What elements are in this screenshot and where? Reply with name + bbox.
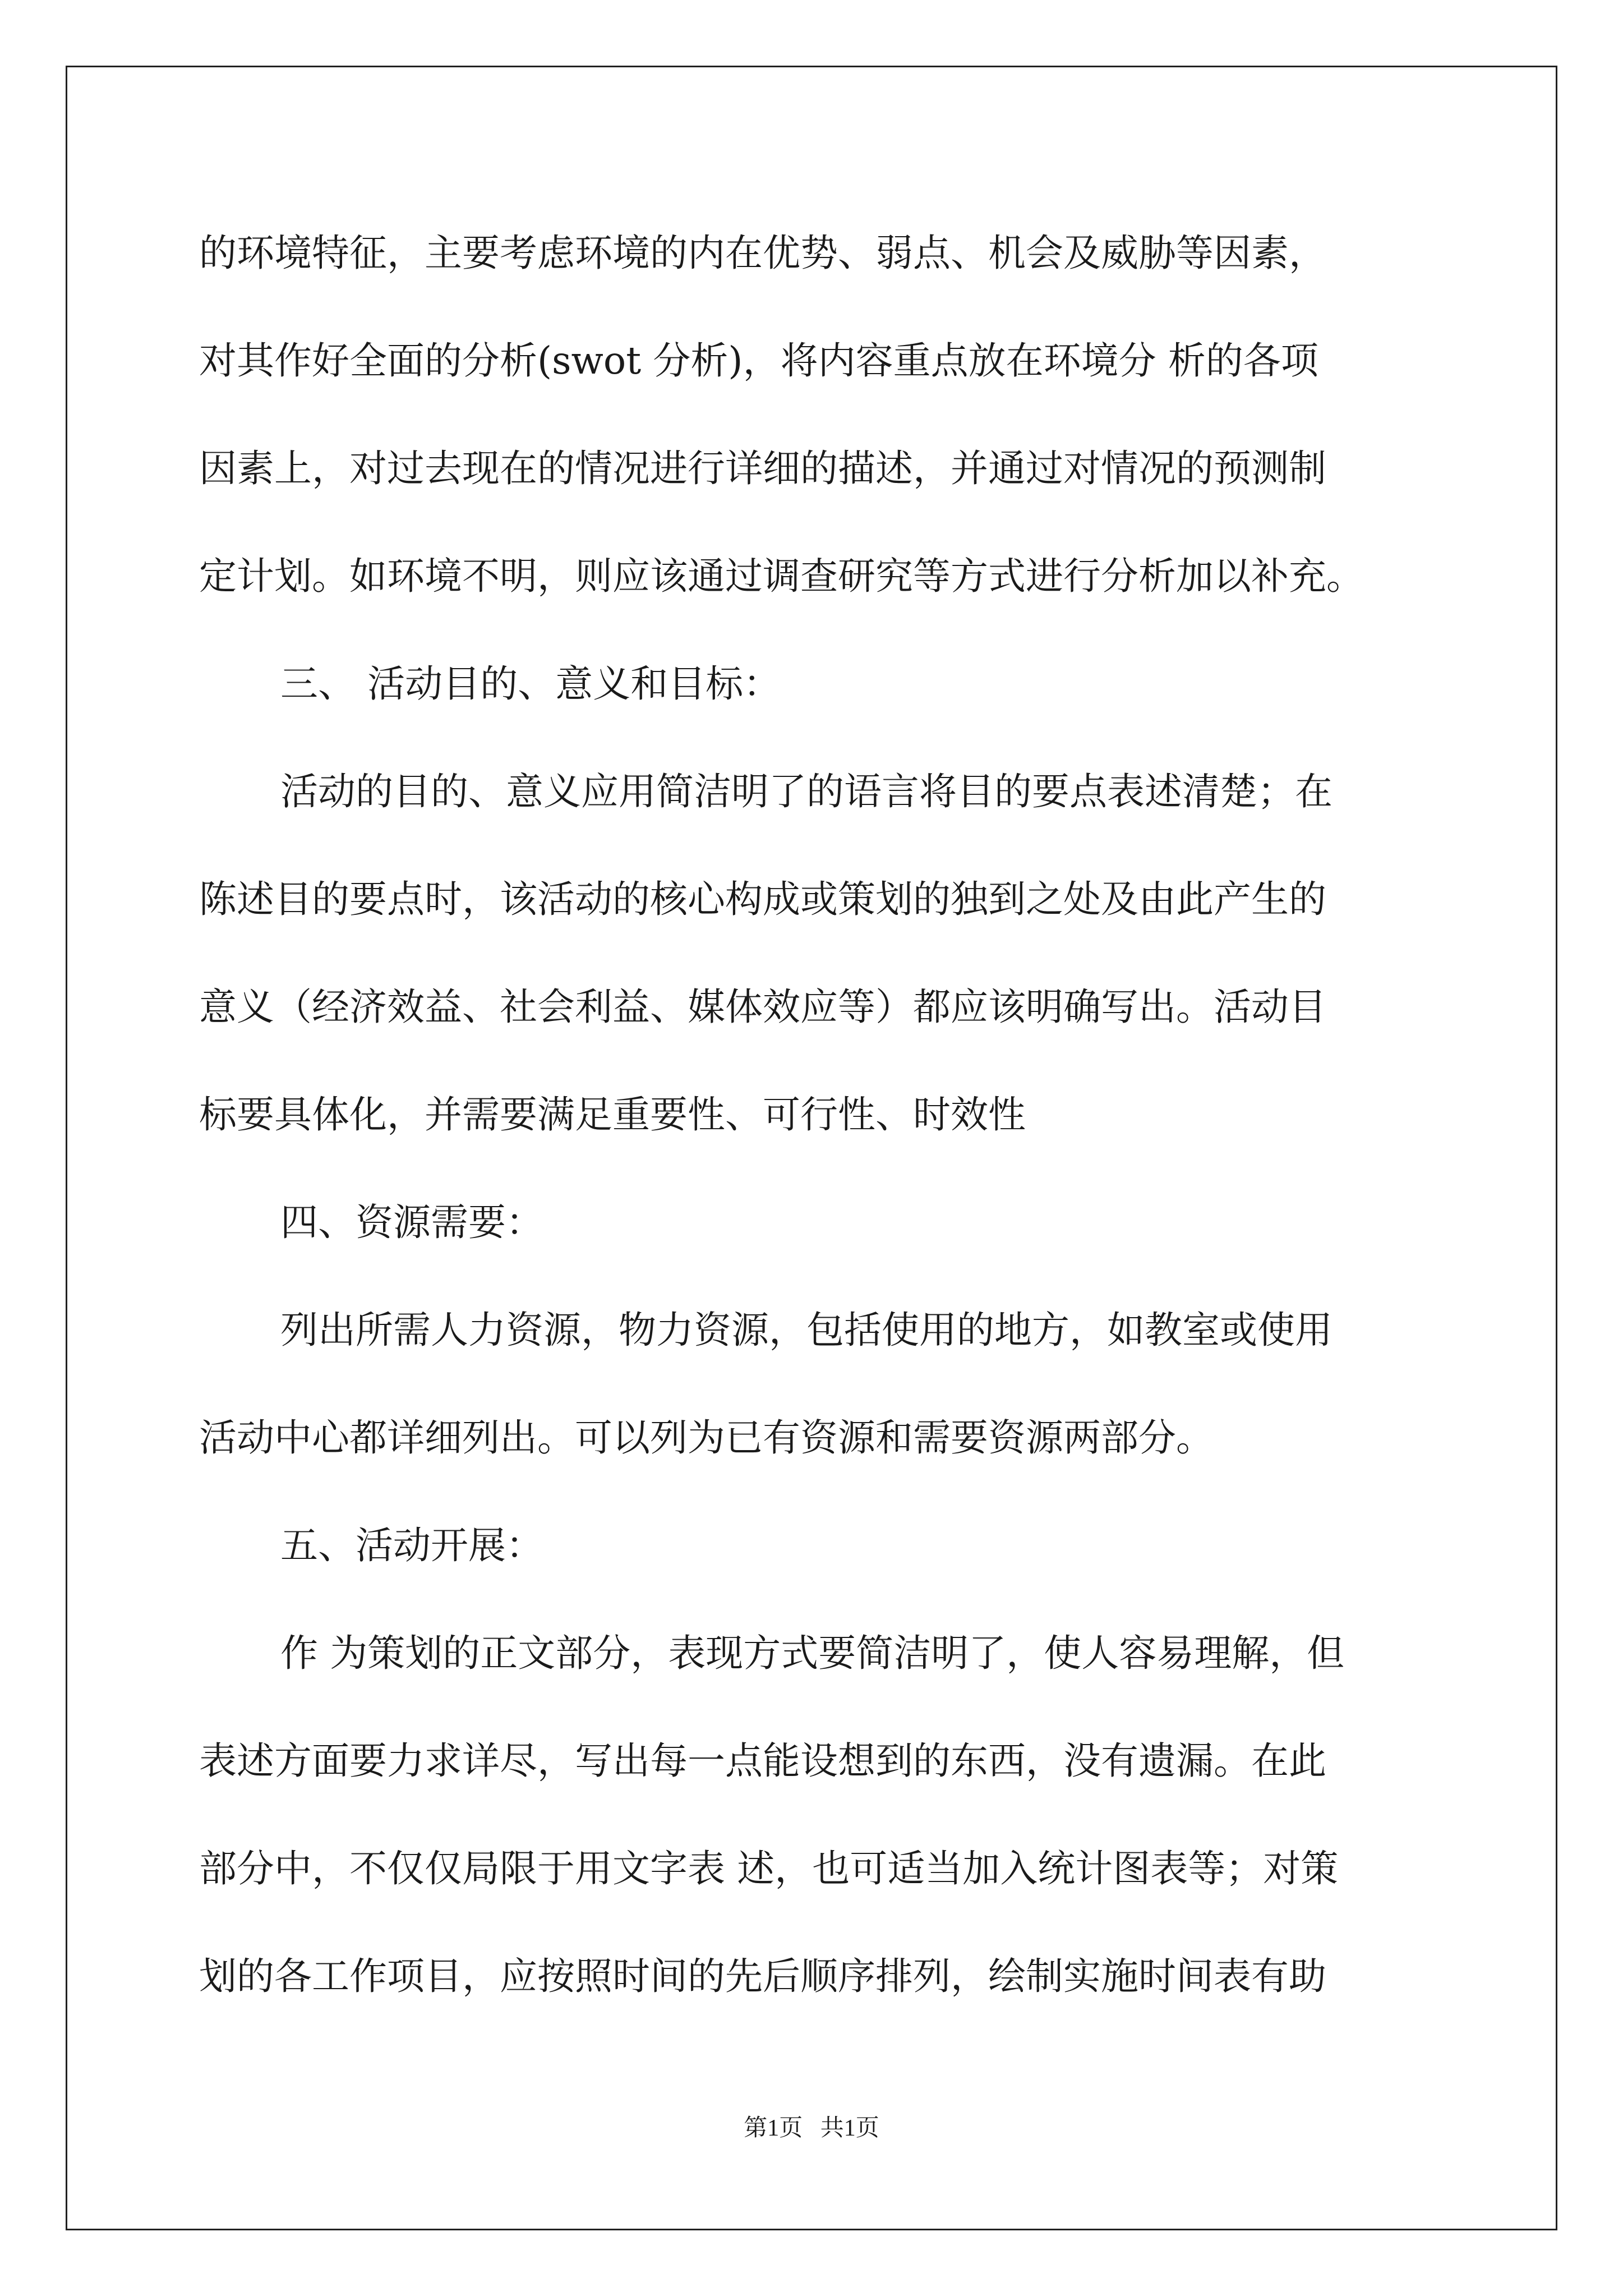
document-body bbox=[199, 199, 1433, 2030]
text-line: 活动中心都详细列出。可以列为已有资源和需要资源两部分。 bbox=[199, 1416, 1214, 1460]
text-line: 定计划。如环境不明，则应该通过调查研究等方式进行分析加以补充。 bbox=[199, 554, 1364, 598]
text-line: 因素上，对过去现在的情况进行详细的描述，并通过对情况的预测制 bbox=[199, 447, 1326, 490]
text-line: 部分中，不仅仅局限于用文字表 述，也可适当加入统计图表等；对策 bbox=[199, 1847, 1339, 1890]
text-line: 标要具体化，并需要满足重要性、可行性、时效性 bbox=[199, 1093, 1026, 1137]
text-line: 三、 活动目的、意义和目标： bbox=[280, 662, 781, 706]
text-line: 作 为策划的正文部分，表现方式要简洁明了，使人容易理解，但 bbox=[280, 1631, 1345, 1675]
page-footer: 第1页 共1页 bbox=[744, 2115, 879, 2141]
text-line: 四、资源需要： bbox=[280, 1200, 543, 1244]
text-line: 划的各工作项目，应按照时间的先后顺序排列，绘制实施时间表有助 bbox=[199, 1954, 1326, 1998]
text-line: 意义（经济效益、社会利益、媒体效应等）都应该明确写出。活动目 bbox=[199, 985, 1326, 1029]
text-line: 对其作好全面的分析(swot 分析)，将内容重点放在环境分 析的各项 bbox=[199, 339, 1318, 383]
text-line: 五、活动开展： bbox=[280, 1524, 543, 1567]
text-line: 的环境特征，主要考虑环境的内在优势、弱点、机会及威胁等因素， bbox=[199, 231, 1326, 275]
text-line: 表述方面要力求详尽，写出每一点能设想到的东西，没有遗漏。在此 bbox=[199, 1739, 1326, 1783]
text-line: 列出所需人力资源，物力资源，包括使用的地方，如教室或使用 bbox=[280, 1308, 1332, 1352]
text-line: 陈述目的要点时，该活动的核心构成或策划的独到之处及由此产生的 bbox=[199, 877, 1326, 921]
text-line: 活动的目的、意义应用简洁明了的语言将目的要点表述清楚；在 bbox=[280, 770, 1332, 813]
